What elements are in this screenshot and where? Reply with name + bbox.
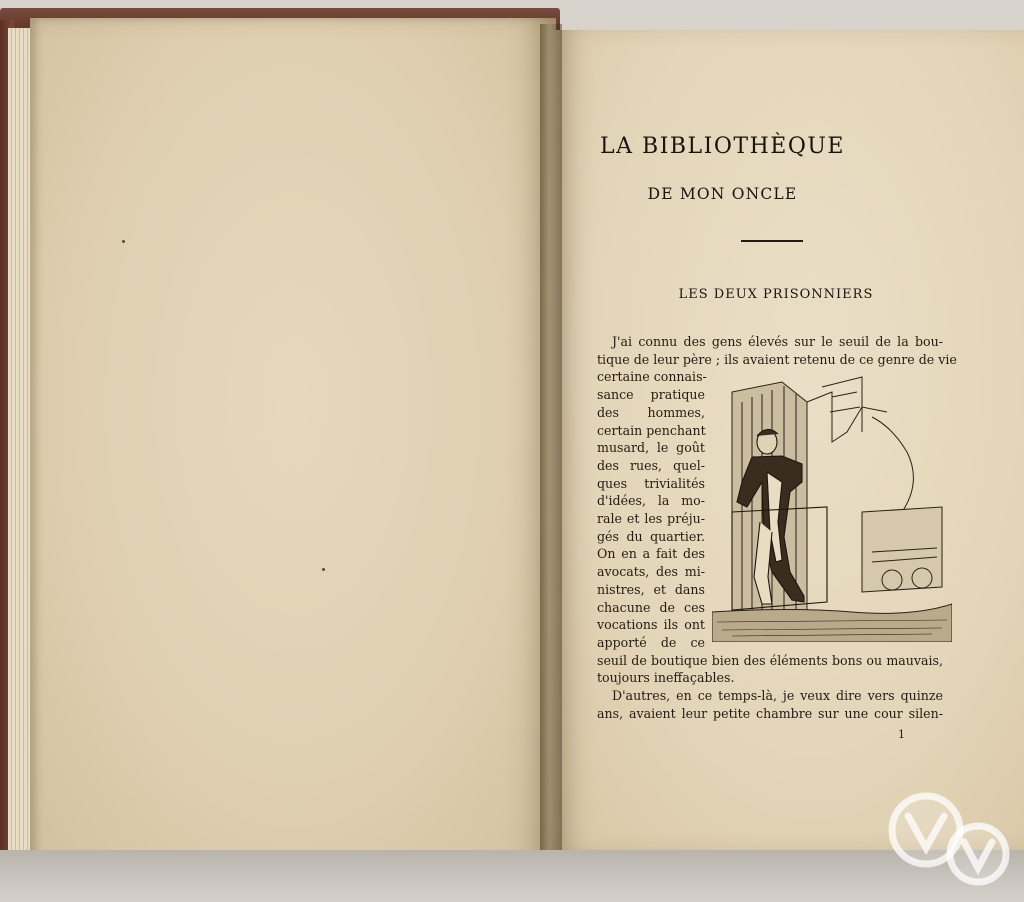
text-line: des hommes,	[597, 404, 705, 420]
text-line: D'autres, en ce temps-là, je veux dire vers quinze	[612, 688, 943, 703]
left-page-blank	[30, 18, 556, 876]
text-line: certaine connais-	[597, 369, 707, 385]
paper-speck	[322, 568, 325, 571]
text-line: tique de leur père ; ils avaient retenu de ce genre de vie	[597, 351, 957, 367]
book-title: LA BIBLIOTHÈQUE	[600, 134, 845, 159]
text-line: d'idées, la mo-	[597, 493, 705, 509]
text-line: chacune de ces	[597, 599, 705, 615]
book-subtitle: DE MON ONCLE	[647, 185, 798, 203]
text-line: rale et les préju-	[597, 511, 705, 526]
text-line: ans, avaient leur petite chambre sur une cour silen-	[597, 705, 943, 721]
text-line: sance pratique	[597, 387, 705, 403]
text-line: On en a fait des	[597, 546, 705, 562]
book-gutter	[540, 24, 562, 870]
text-line: gés du quartier.	[597, 528, 705, 544]
text-line: des rues, quel-	[597, 457, 705, 473]
text-line: ques trivialités	[597, 475, 705, 491]
page-number: 1	[898, 728, 905, 741]
text-line: J'ai connu des gens élevés sur le seuil de la bou-	[612, 334, 943, 349]
text-line: seuil de boutique bien des éléments bons ou mauvais,	[597, 652, 943, 668]
title-ornament-rule	[741, 240, 803, 242]
engraving-illustration	[712, 372, 952, 642]
chapter-title: LES DEUX PRISONNIERS	[678, 287, 874, 302]
text-line: apporté de ce	[597, 634, 705, 650]
text-line: certain penchant	[597, 422, 706, 438]
table-surface	[0, 850, 1024, 902]
text-line: vocations ils ont	[597, 617, 705, 633]
text-line: avocats, des mi-	[597, 564, 705, 580]
vivastreet-logo-icon	[884, 792, 1014, 887]
text-line: nistres, et dans	[597, 581, 705, 597]
text-line: musard, le goût	[597, 440, 705, 456]
paper-speck	[122, 240, 125, 243]
text-line: toujours ineffaçables.	[597, 670, 735, 686]
